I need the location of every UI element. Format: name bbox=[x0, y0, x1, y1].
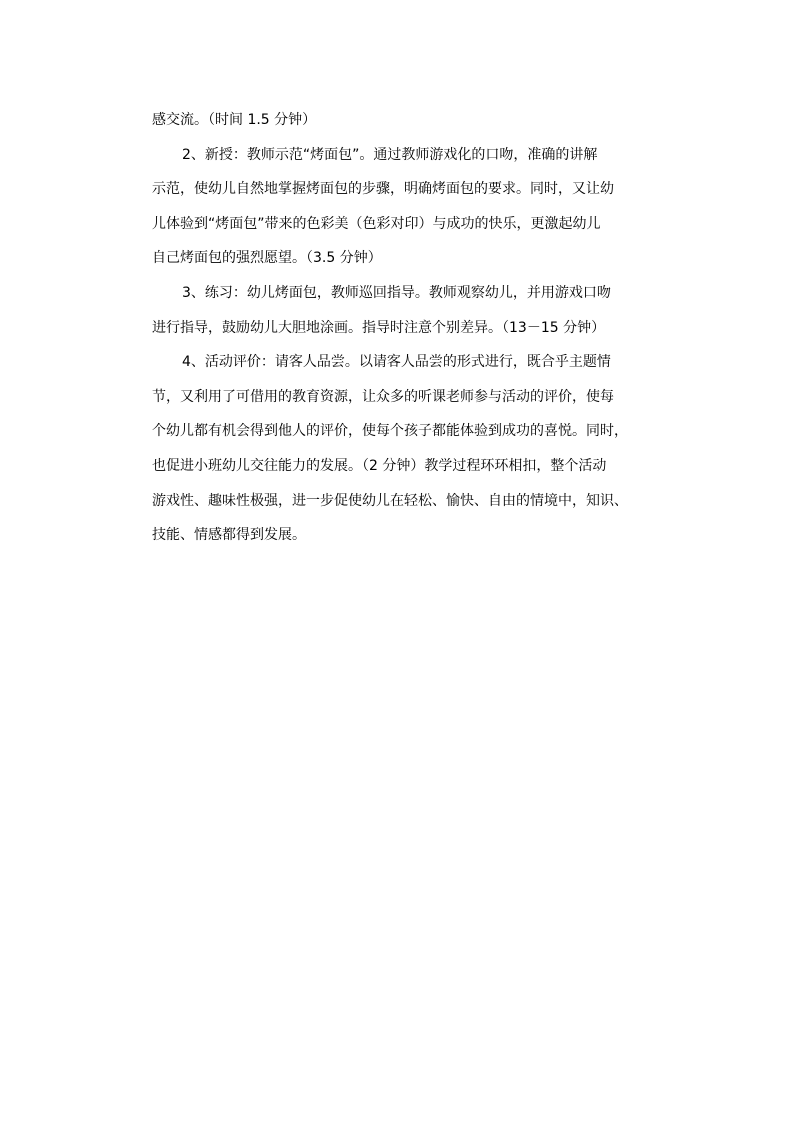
text-line: 自己烤面包的强烈愿望。（3.5 分钟） bbox=[152, 250, 382, 267]
text-line-step-4: 4、活动评价：请客人品尝。以请客人品尝的形式进行，既合乎主题情 bbox=[182, 354, 611, 371]
text-line: 进行指导，鼓励幼儿大胆地涂画。指导时注意个别差异。（13－15 分钟） bbox=[152, 319, 606, 336]
text-line: 儿体验到“烤面包”带来的色彩美（色彩对印）与成功的快乐，更激起幼儿 bbox=[152, 215, 601, 232]
text-line-step-3: 3、练习：幼儿烤面包，教师巡回指导。教师观察幼儿，并用游戏口吻 bbox=[182, 284, 611, 301]
text-line: 技能、情感都得到发展。 bbox=[152, 527, 306, 544]
text-line: 个幼儿都有机会得到他人的评价，使每个孩子都能体验到成功的喜悦。同时， bbox=[152, 423, 628, 440]
text-line: 游戏性、趣味性极强，进一步促使幼儿在轻松、愉快、自由的情境中，知识、 bbox=[152, 492, 628, 509]
text-line: 示范，使幼儿自然地掌握烤面包的步骤，明确烤面包的要求。同时，又让幼 bbox=[152, 181, 614, 198]
body-text bbox=[152, 103, 680, 553]
text-line: 感交流。（时间 1.5 分钟） bbox=[152, 112, 317, 128]
text-line: 也促进小班幼儿交往能力的发展。（2 分钟）教学过程环环相扣，整个活动 bbox=[152, 457, 607, 474]
text-line: 节，又利用了可借用的教育资源，让众多的听课老师参与活动的评价，使每 bbox=[152, 388, 614, 405]
text-line-step-2: 2、新授：教师示范“烤面包”。通过教师游戏化的口吻，准确的讲解 bbox=[182, 146, 598, 163]
